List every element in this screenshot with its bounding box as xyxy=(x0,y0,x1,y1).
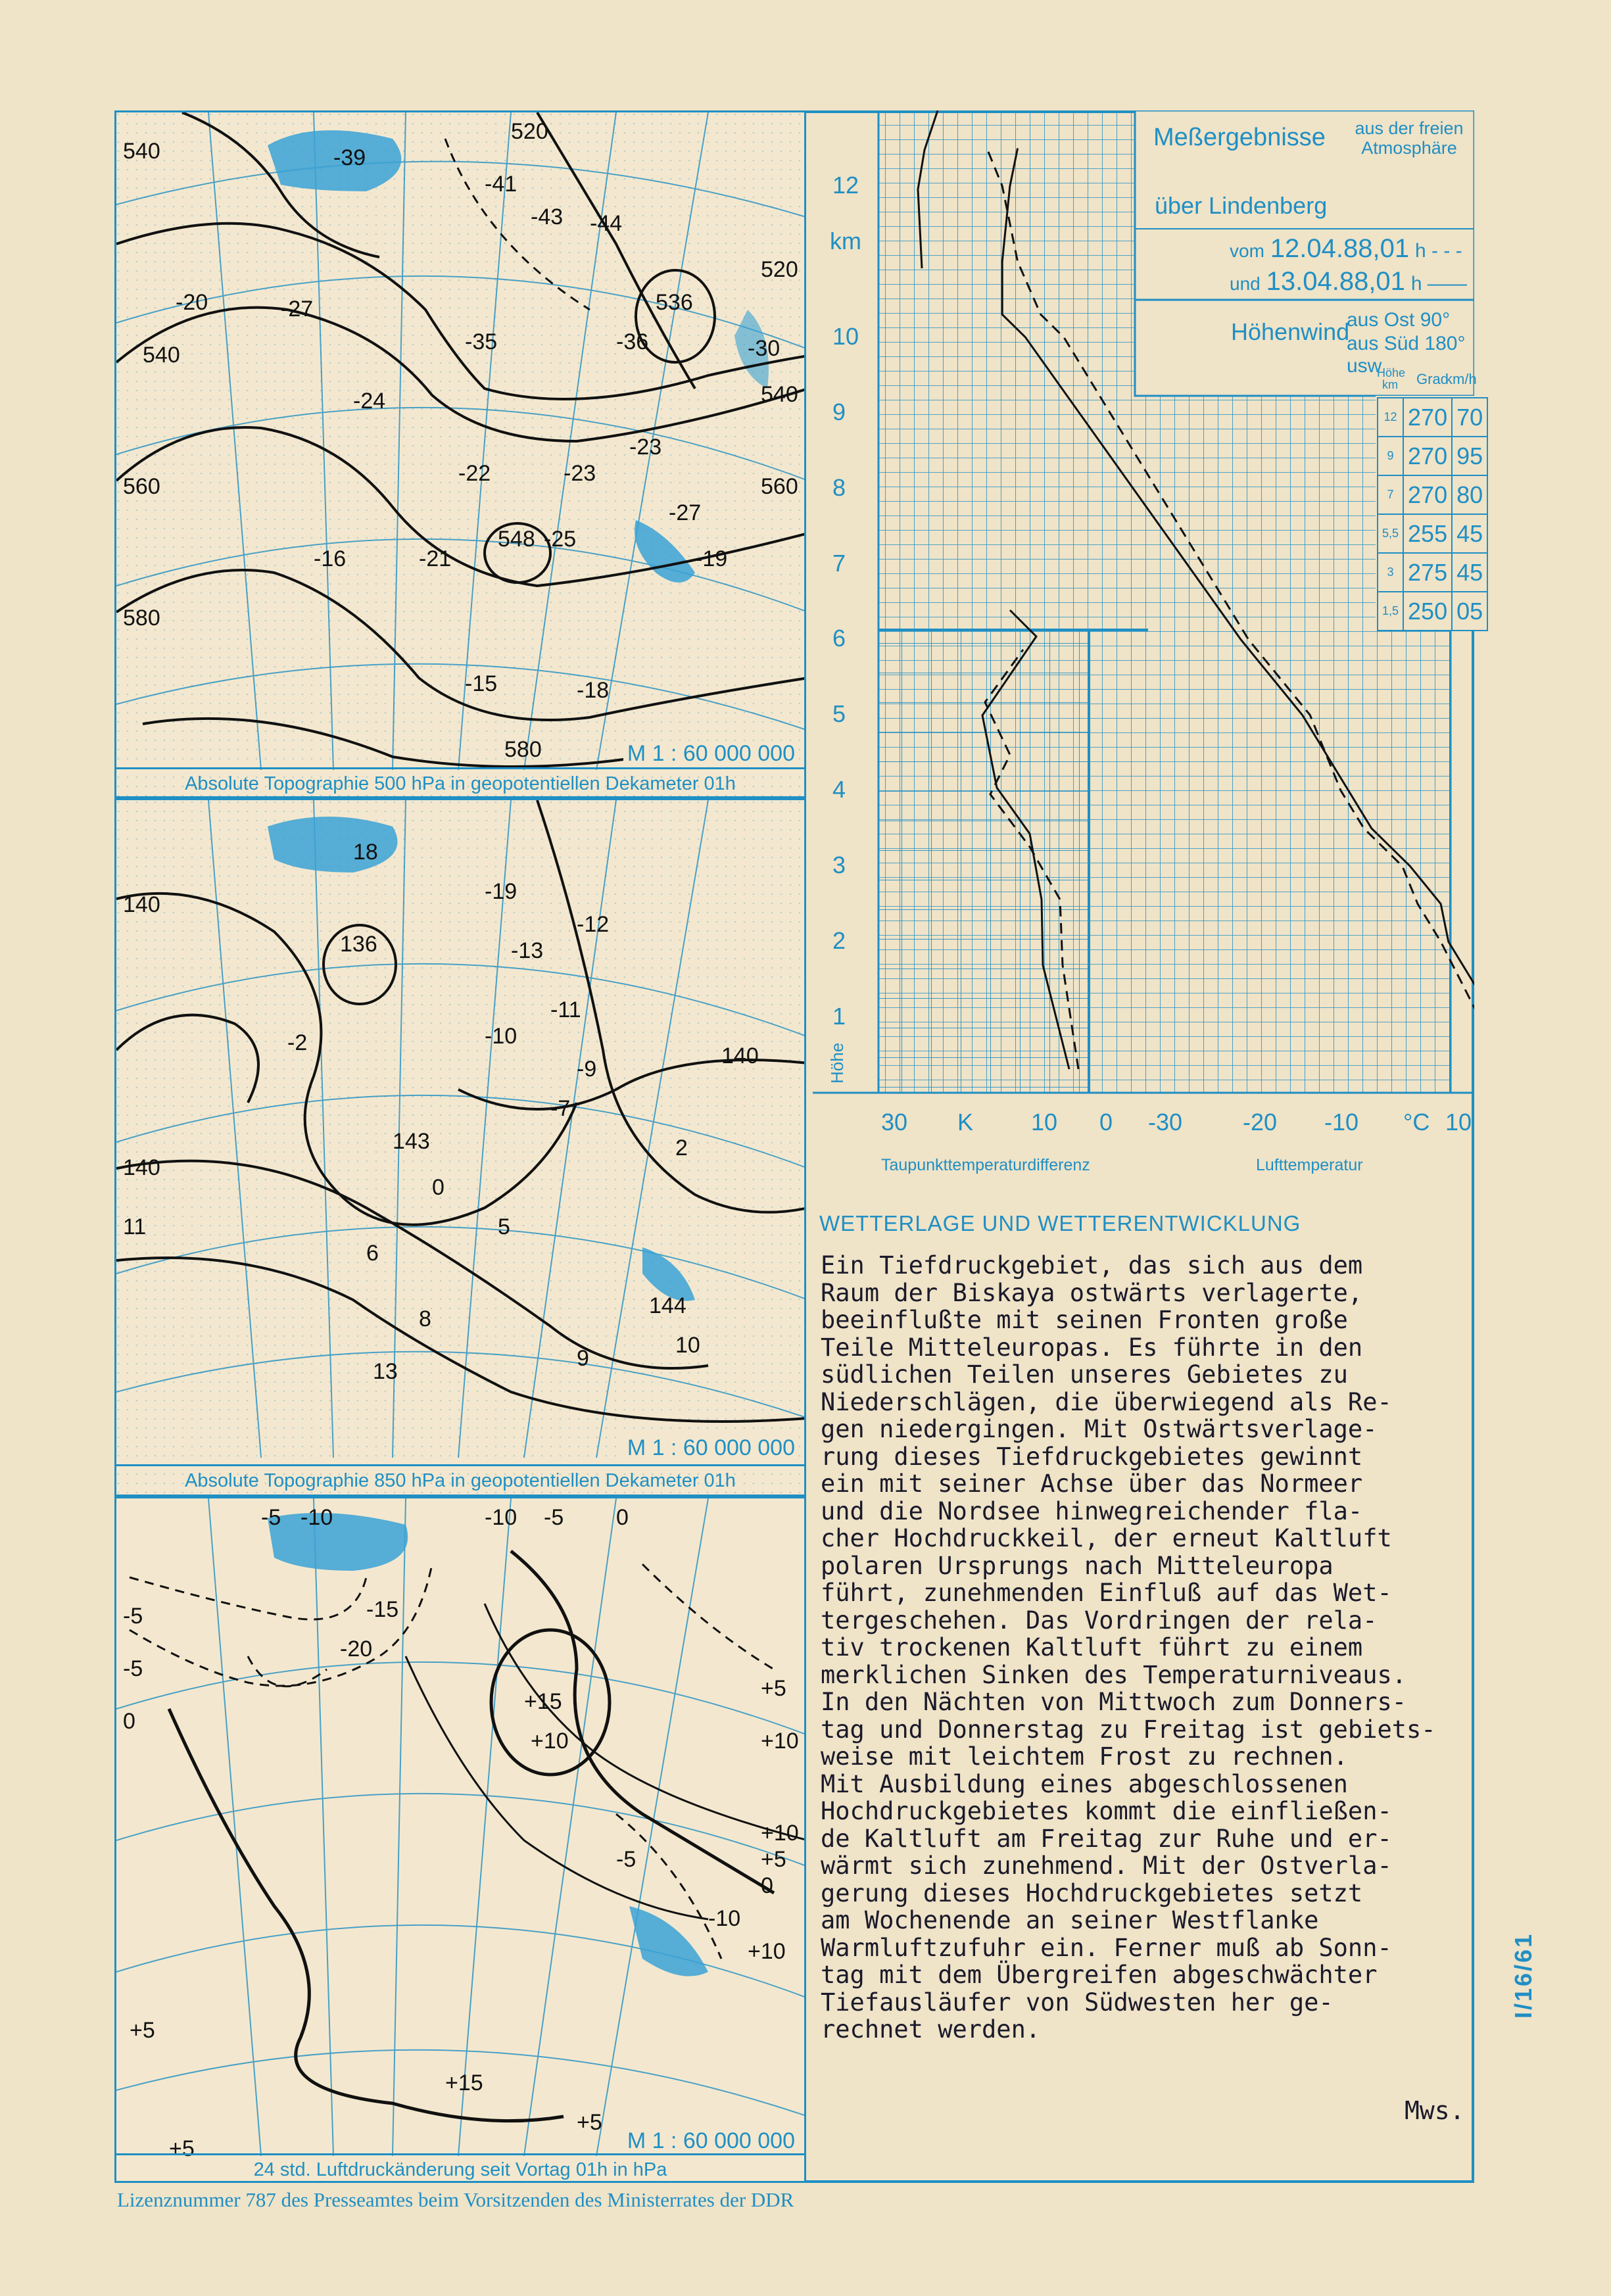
svg-text:-20: -20 xyxy=(340,1637,373,1662)
text-line: wärmt sich zunehmend. Mit der Ostverla- xyxy=(821,1852,1392,1880)
y-tick: 6 xyxy=(832,625,846,652)
text-line: Ein Tiefdruckgebiet, das sich aus dem xyxy=(821,1251,1363,1280)
weather-text-panel xyxy=(813,1189,1474,2183)
svg-text:-27: -27 xyxy=(669,500,702,525)
svg-text:18: 18 xyxy=(353,840,378,865)
svg-text:+5: +5 xyxy=(761,1847,786,1872)
y-axis-unit: km xyxy=(830,227,861,254)
svg-text:2: 2 xyxy=(675,1136,688,1160)
svg-text:136: 136 xyxy=(340,932,377,957)
wind-cell-dir: 255 xyxy=(1403,514,1452,553)
svg-text:11: 11 xyxy=(123,1214,147,1239)
text-line: tag mit dem Übergreifen abgeschwächter xyxy=(821,1961,1378,1989)
svg-text:+10: +10 xyxy=(531,1729,569,1754)
sounding-station: über Lindenberg xyxy=(1155,192,1328,219)
svg-text:-39: -39 xyxy=(333,145,366,170)
svg-text:548: 548 xyxy=(498,527,535,552)
svg-text:143: 143 xyxy=(393,1129,430,1154)
hoehe-label: Höhe xyxy=(827,1042,847,1084)
svg-text:-21: -21 xyxy=(419,546,452,571)
map-500hpa-scale: M 1 : 60 000 000 xyxy=(623,741,799,767)
text-line: Teile Mitteleuropas. Es führte in den xyxy=(821,1333,1363,1362)
svg-text:-5: -5 xyxy=(261,1505,281,1530)
svg-text:536: 536 xyxy=(656,290,693,315)
wind-cell-h: 9 xyxy=(1378,437,1403,475)
x-label-right: Lufttemperatur xyxy=(1256,1156,1363,1174)
svg-text:540: 540 xyxy=(761,382,798,407)
svg-text:9: 9 xyxy=(577,1346,589,1371)
svg-text:-27: -27 xyxy=(281,297,314,322)
svg-text:-41: -41 xyxy=(485,172,517,197)
text-line: de Kaltluft am Freitag zur Ruhe und er- xyxy=(821,1824,1392,1853)
text-line: und die Nordsee hinwegreichender fla- xyxy=(821,1496,1363,1525)
map-850hpa-caption: Absolute Topographie 850 hPa in geopotentiellen Dekameter 01h xyxy=(116,1464,804,1492)
date1-suffix: h - - - xyxy=(1415,240,1462,262)
svg-text:-19: -19 xyxy=(695,546,728,571)
svg-text:520: 520 xyxy=(761,257,798,282)
text-line: tergeschehen. Das Vordringen der rela- xyxy=(821,1606,1378,1635)
x-tick-temp: -20 xyxy=(1243,1109,1278,1136)
text-line: am Wochenende an seiner Westflanke xyxy=(821,1906,1319,1934)
sounding-date2 xyxy=(1230,267,1467,297)
wind-row xyxy=(1378,553,1487,592)
text-line: tag und Donnerstag zu Freitag ist gebiets- xyxy=(821,1715,1436,1744)
svg-text:-16: -16 xyxy=(314,546,347,571)
y-tick: 1 xyxy=(832,1003,846,1030)
wind-row xyxy=(1378,437,1487,475)
wind-cell-speed: 05 xyxy=(1452,592,1487,631)
wind-cell-speed: 45 xyxy=(1452,553,1487,592)
svg-text:-18: -18 xyxy=(577,678,610,703)
wind-row xyxy=(1378,398,1487,437)
x-tick-dewpoint: 0 xyxy=(1099,1109,1113,1136)
y-tick: 7 xyxy=(832,549,846,577)
svg-text:-23: -23 xyxy=(564,461,596,486)
text-line: gen niedergingen. Mit Ostwärtsverlage- xyxy=(821,1415,1378,1443)
weather-body xyxy=(821,1252,1472,2044)
svg-text:-15: -15 xyxy=(366,1597,399,1622)
svg-text:140: 140 xyxy=(721,1043,759,1068)
wind-cell-speed: 95 xyxy=(1452,437,1487,475)
text-line: cher Hochdruckkeil, der erneut Kaltluft xyxy=(821,1524,1392,1552)
svg-text:+10: +10 xyxy=(761,1729,799,1754)
svg-text:-43: -43 xyxy=(531,204,564,229)
wind-cell-dir: 275 xyxy=(1403,553,1452,592)
svg-text:-9: -9 xyxy=(577,1057,597,1082)
svg-text:560: 560 xyxy=(761,474,798,499)
sounding-panel xyxy=(813,110,1483,1189)
wind-col-height: Höhe km xyxy=(1377,366,1406,391)
sounding-title: Meßergebnisse xyxy=(1153,124,1326,151)
svg-text:+15: +15 xyxy=(445,2070,483,2095)
svg-text:-5: -5 xyxy=(544,1505,564,1530)
x-tick-temp: 10 xyxy=(1445,1109,1472,1136)
svg-text:-25: -25 xyxy=(544,527,577,552)
svg-text:140: 140 xyxy=(123,892,160,917)
text-line: südlichen Teilen unseres Gebietes zu xyxy=(821,1360,1348,1389)
wind-cell-speed: 80 xyxy=(1452,475,1487,514)
wind-cell-dir: 270 xyxy=(1403,437,1452,475)
date2-prefix: und xyxy=(1230,274,1261,294)
svg-text:-2: -2 xyxy=(287,1030,308,1055)
date1-prefix: vom xyxy=(1230,241,1264,261)
license-footer: Lizenznummer 787 des Presseamtes beim Vorsitzenden des Ministerrates der DDR xyxy=(117,2188,794,2211)
wind-row xyxy=(1378,475,1487,514)
svg-text:0: 0 xyxy=(761,1873,773,1898)
wind-cell-speed: 45 xyxy=(1452,514,1487,553)
map-850hpa xyxy=(114,798,806,1496)
x-tick-dewpoint: 10 xyxy=(1031,1109,1058,1136)
text-line: In den Nächten von Mittwoch zum Donners- xyxy=(821,1688,1407,1716)
svg-text:-15: -15 xyxy=(465,671,498,696)
sounding-subtitle: aus der freien Atmosphäre xyxy=(1355,118,1464,158)
svg-text:-13: -13 xyxy=(511,938,544,963)
x-tick-temp: -10 xyxy=(1324,1109,1359,1136)
signature: Mws. xyxy=(1405,2096,1465,2125)
y-tick: 12 xyxy=(832,171,859,199)
text-line: merklichen Sinken des Temperaturniveaus. xyxy=(821,1660,1407,1689)
text-line: Niederschlägen, die überwiegend als Re- xyxy=(821,1387,1392,1416)
svg-text:-20: -20 xyxy=(176,290,208,315)
text-line: polaren Ursprungs nach Mitteleuropa xyxy=(821,1551,1334,1580)
date2-value: 13.04.88,01 xyxy=(1266,267,1405,296)
text-line: weise mit leichtem Frost zu rechnen. xyxy=(821,1742,1348,1771)
svg-text:+10: +10 xyxy=(748,1939,786,1964)
svg-text:-10: -10 xyxy=(301,1505,333,1530)
wind-cell-h: 1,5 xyxy=(1378,592,1403,631)
svg-text:0: 0 xyxy=(616,1505,629,1530)
sounding-date1 xyxy=(1230,234,1462,264)
wind-row xyxy=(1378,592,1487,631)
svg-text:+10: +10 xyxy=(761,1821,799,1846)
svg-text:580: 580 xyxy=(123,606,160,631)
text-line: tiv trockenen Kaltluft führt zu einem xyxy=(821,1633,1363,1662)
y-tick: 5 xyxy=(832,700,846,728)
text-line: rung dieses Tiefdruckgebietes gewinnt xyxy=(821,1442,1363,1471)
wind-row xyxy=(1378,514,1487,553)
wind-cell-dir: 270 xyxy=(1403,475,1452,514)
svg-text:-10: -10 xyxy=(485,1505,517,1530)
svg-text:-10: -10 xyxy=(708,1906,741,1931)
svg-text:-36: -36 xyxy=(616,329,649,354)
wind-cell-dir: 270 xyxy=(1403,398,1452,437)
date1-value: 12.04.88,01 xyxy=(1270,234,1410,263)
svg-text:-35: -35 xyxy=(465,329,498,354)
svg-text:0: 0 xyxy=(432,1175,445,1200)
text-line: Mit Ausbildung eines abgeschlossenen xyxy=(821,1769,1348,1798)
svg-text:540: 540 xyxy=(143,343,180,368)
wind-cell-h: 5,5 xyxy=(1378,514,1403,553)
wind-title: Höhenwind xyxy=(1231,318,1350,345)
y-tick: 10 xyxy=(832,322,859,350)
text-line: Hochdruckgebietes kommt die einfließen- xyxy=(821,1797,1392,1825)
svg-text:13: 13 xyxy=(373,1359,398,1384)
wind-note-2: aus Süd 180° usw xyxy=(1347,333,1466,377)
svg-text:540: 540 xyxy=(123,139,160,164)
map-500hpa xyxy=(114,110,806,798)
svg-text:-11: -11 xyxy=(550,997,581,1022)
svg-text:140: 140 xyxy=(123,1155,160,1180)
weather-heading: WETTERLAGE UND WETTERENTWICKLUNG xyxy=(819,1211,1301,1235)
svg-text:-12: -12 xyxy=(577,912,610,937)
y-tick: 4 xyxy=(832,776,846,803)
wind-note-1: aus Ost 90° xyxy=(1347,309,1451,331)
side-code: I/16/61 xyxy=(1510,1932,1537,2019)
map-850hpa-scale: M 1 : 60 000 000 xyxy=(623,1435,799,1461)
wind-cell-speed: 70 xyxy=(1452,398,1487,437)
wind-col-dir: Grad xyxy=(1416,371,1449,387)
wind-cell-h: 7 xyxy=(1378,475,1403,514)
svg-text:-22: -22 xyxy=(458,461,491,486)
map-pressure-change-caption: 24 std. Luftdruckänderung seit Vortag 01h in hPa xyxy=(116,2153,804,2181)
svg-text:-30: -30 xyxy=(748,336,781,361)
svg-text:6: 6 xyxy=(366,1241,379,1266)
y-tick: 3 xyxy=(832,851,846,879)
map-500hpa-caption: Absolute Topographie 500 hPa in geopotentiellen Dekameter 01h xyxy=(116,767,804,795)
wind-table xyxy=(1377,397,1488,631)
x-tick-temp: °C xyxy=(1403,1109,1430,1136)
svg-text:8: 8 xyxy=(419,1306,431,1331)
svg-text:-24: -24 xyxy=(353,389,386,414)
text-line: Tiefausläufer von Südwesten her ge- xyxy=(821,1988,1334,2017)
y-tick: 2 xyxy=(832,927,846,955)
svg-text:+5: +5 xyxy=(130,2018,155,2043)
svg-text:-10: -10 xyxy=(485,1024,517,1049)
svg-text:+5: +5 xyxy=(761,1676,786,1701)
svg-text:-5: -5 xyxy=(616,1847,637,1872)
wind-cell-dir: 250 xyxy=(1403,592,1452,631)
svg-text:+5: +5 xyxy=(577,2110,602,2135)
svg-text:-23: -23 xyxy=(629,435,662,460)
wind-cell-h: 3 xyxy=(1378,553,1403,592)
svg-text:0: 0 xyxy=(123,1709,135,1734)
map-pressure-change-scale: M 1 : 60 000 000 xyxy=(623,2128,799,2154)
map-500hpa-graphic xyxy=(116,112,806,798)
svg-text:-19: -19 xyxy=(485,879,517,904)
svg-text:560: 560 xyxy=(123,474,160,499)
y-tick: 8 xyxy=(832,473,846,501)
text-line: Warmluftzufuhr ein. Ferner muß ab Sonn- xyxy=(821,1933,1392,1962)
text-line: rechnet werden. xyxy=(821,2015,1041,2044)
map-850hpa-graphic xyxy=(116,800,806,1496)
wind-cell-h: 12 xyxy=(1378,398,1403,437)
text-line: Raum der Biskaya ostwärts verlagerte, xyxy=(821,1278,1363,1307)
svg-text:144: 144 xyxy=(649,1293,686,1318)
svg-text:10: 10 xyxy=(675,1333,700,1358)
text-line: ein mit seiner Achse über das Normeer xyxy=(821,1470,1363,1498)
map-pressure-change-graphic xyxy=(116,1498,806,2183)
svg-text:580: 580 xyxy=(504,737,542,762)
svg-text:-5: -5 xyxy=(123,1604,143,1629)
svg-text:-5: -5 xyxy=(123,1656,143,1681)
svg-text:520: 520 xyxy=(511,119,548,144)
svg-text:+15: +15 xyxy=(524,1689,562,1714)
text-line: führt, zunehmenden Einfluß auf das Wet- xyxy=(821,1579,1392,1607)
wind-col-speed: km/h xyxy=(1445,371,1477,387)
svg-text:5: 5 xyxy=(498,1214,510,1239)
text-line: beeinflußte mit seinen Fronten große xyxy=(821,1306,1348,1334)
y-tick: 9 xyxy=(832,398,846,425)
x-tick-temp: -30 xyxy=(1148,1109,1183,1136)
svg-text:-7: -7 xyxy=(550,1096,571,1121)
x-tick-dewpoint: K xyxy=(957,1109,974,1136)
x-label-left: Taupunkttemperaturdifferenz xyxy=(881,1156,1090,1174)
text-line: gerung dieses Hochdruckgebietes setzt xyxy=(821,1878,1363,1907)
date2-suffix: h —— xyxy=(1410,273,1467,295)
x-tick-dewpoint: 30 xyxy=(881,1109,908,1136)
svg-text:+5: +5 xyxy=(169,2136,195,2161)
map-pressure-change xyxy=(114,1496,806,2183)
svg-text:-44: -44 xyxy=(590,211,623,236)
